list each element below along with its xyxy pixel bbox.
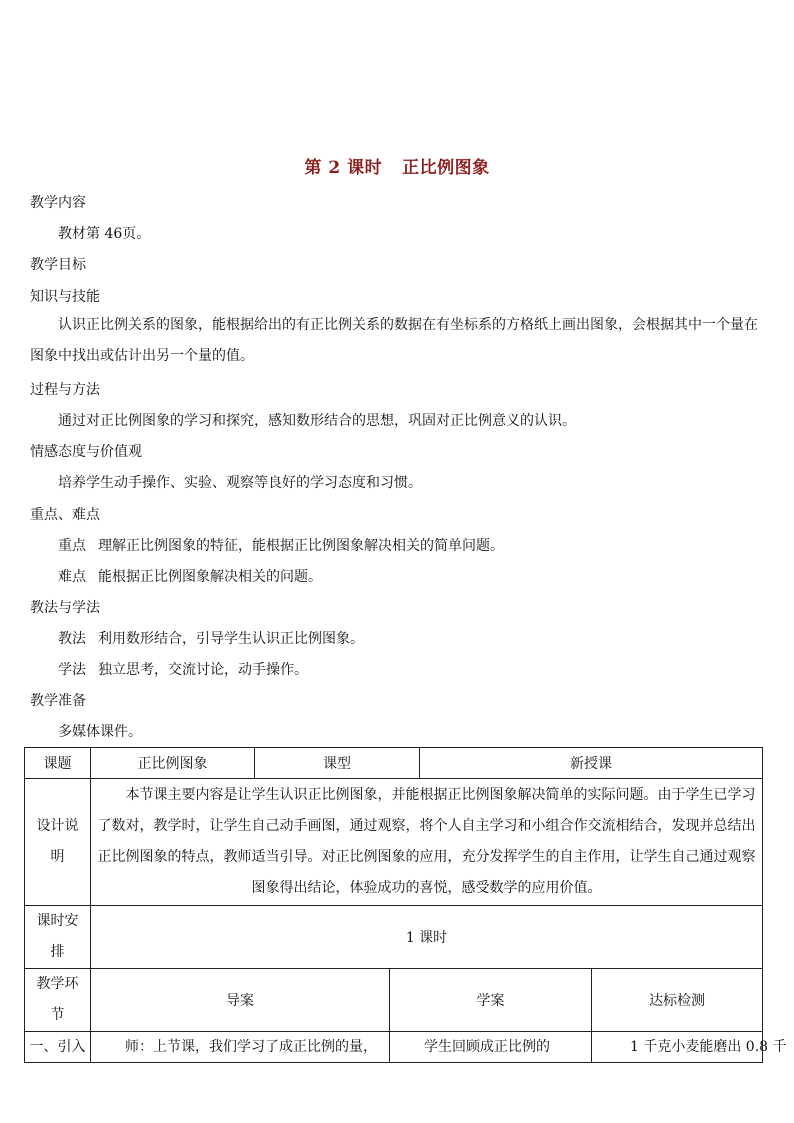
key-heading: 重点、难点 [30, 507, 100, 523]
learn-label: 学法 [58, 662, 86, 678]
page-title [0, 153, 794, 178]
type-value: 新授课 [420, 748, 763, 779]
period-label: 课时安排 [36, 913, 79, 960]
prep-text: 多媒体课件。 [58, 724, 142, 740]
method-heading: 教法与学法 [30, 600, 100, 616]
attitude-text: 培养学生动手操作、实验、观察等良好的学习态度和习惯。 [58, 475, 422, 491]
lesson-plan-table [24, 747, 787, 1063]
guide-label: 导案 [91, 969, 390, 1032]
study-label: 学案 [390, 969, 592, 1032]
lesson-number: 第 2 课时 [304, 158, 383, 178]
learn-text: 独立思考，交流讨论，动手操作。 [98, 662, 308, 678]
course-value: 正比例图象 [91, 748, 255, 779]
teach-label: 教法 [58, 631, 86, 647]
learn-method [58, 659, 308, 679]
content-text: 教材第 46页。 [58, 226, 151, 242]
key-point [58, 535, 504, 555]
table-row [25, 1032, 763, 1063]
key-label: 重点 [58, 538, 86, 554]
attitude-heading: 情感态度与价值观 [30, 444, 142, 460]
row1-study: 学生回顾成正比例的 [390, 1032, 592, 1063]
period-value: 1 课时 [91, 906, 763, 969]
process-heading: 过程与方法 [30, 382, 100, 398]
stage-label: 教学环节 [36, 976, 79, 1023]
check-label: 达标检测 [592, 969, 763, 1032]
goals-heading: 教学目标 [30, 257, 86, 273]
difficulty-point [58, 566, 322, 586]
content-heading: 教学内容 [30, 195, 86, 211]
teach-text: 利用数形结合，引导学生认识正比例图象。 [98, 631, 364, 647]
teach-method [58, 628, 364, 648]
course-label: 课题 [25, 748, 91, 779]
process-text: 通过对正比例图象的学习和探究，感知数形结合的思想，巩固对正比例意义的认识。 [58, 413, 576, 429]
table-row [25, 969, 763, 1032]
row1-stage: 一、引入 [25, 1032, 91, 1063]
row1-check: 1 千克小麦能磨出 0.8 千 [592, 1032, 763, 1063]
type-label: 课型 [255, 748, 420, 779]
difficulty-label: 难点 [58, 569, 86, 585]
table-row [25, 906, 763, 969]
design-label: 设计说明 [36, 818, 79, 865]
design-text: 本节课主要内容是让学生认识正比例图象，并能根据正比例图象解决简单的实际问题。由于学生已学习了数对，教学时，让学生自己动手画图，通过观察，将个人自主学习和小组合作交流相结合，发现并总结出正比例图象的特点，教师适当引导。对正比例图象的应用，充分发挥学生的自主作用，让学生自己通过观察图象得出结论，体验成功的喜悦，感受数学的应用价值。 [91, 779, 763, 906]
key-text: 理解正比例图象的特征，能根据正比例图象解决相关的简单问题。 [98, 538, 504, 554]
lesson-topic: 正比例图象 [402, 158, 490, 178]
table-row [25, 779, 763, 906]
skills-heading: 知识与技能 [30, 289, 100, 305]
difficulty-text: 能根据正比例图象解决相关的问题。 [98, 569, 322, 585]
row1-guide: 师：上节课，我们学习了成正比例的量， [91, 1032, 390, 1063]
table-row [25, 748, 763, 779]
prep-heading: 教学准备 [30, 693, 86, 709]
skills-text: 认识正比例关系的图象，能根据给出的有正比例关系的数据在有坐标系的方格纸上画出图象，会根据其中一个量在图象中找出或估计出另一个量的值。 [30, 317, 758, 364]
